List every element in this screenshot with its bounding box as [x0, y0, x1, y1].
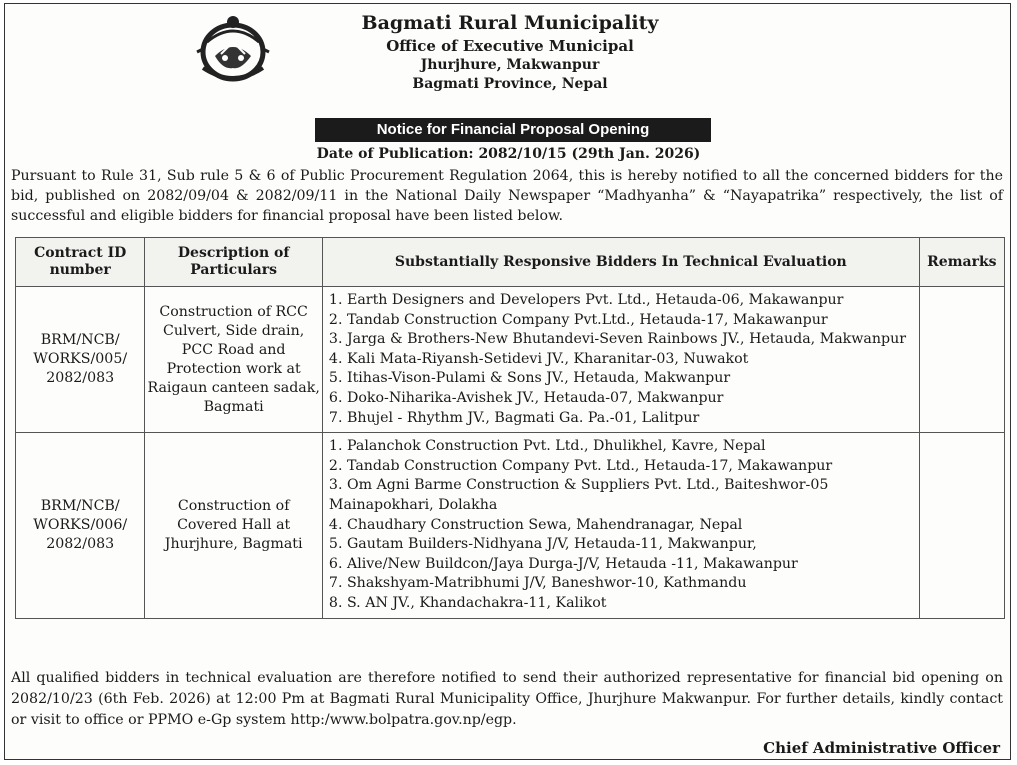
- notice-frame: [4, 3, 1011, 760]
- intro-paragraph: Pursuant to Rule 31, Sub rule 5 & 6 of Public Procurement Regulation 2064, this is hereby notified to all the concerned bidders for the bid, published on 2082/09/04 & 2082/09/11 in the National Daily Newspaper “Madhyanha” & “Nayapatrika” respectively, the list of successful and eligible bidders for financial proposal have been listed below.: [11, 168, 1003, 224]
- bidder-list: [329, 291, 913, 428]
- publication-date: Date of Publication: 2082/10/15 (29th Jan. 2026): [316, 146, 701, 162]
- list-item: 4. Kali Mata-Riyansh-Setidevi JV., Kharanitar-03, Nuwakot: [328, 350, 749, 367]
- municipality-name: Bagmati Rural Municipality: [361, 12, 659, 34]
- list-item: 8. S. AN JV., Khandachakra-11, Kalikot: [328, 594, 607, 611]
- contract-id-cell: BRM/NCB/ WORKS/006/ 2082/083: [16, 433, 145, 618]
- list-item: 7. Shakshyam-Matribhumi J/V, Baneshwor-10, Kathmandu: [328, 575, 747, 592]
- list-item: 3. Om Agni Barme Construction & Suppliers Pvt. Ltd., Baiteshwor-05 Mainapokhari, Dolakha: [328, 477, 829, 513]
- list-item: 5. Itihas-Vison-Pulami & Sons JV., Hetauda, Makwanpur: [328, 370, 731, 387]
- notice-title: Notice for Financial Proposal Opening: [315, 118, 711, 142]
- bidders-cell: [322, 287, 919, 433]
- list-item: 6. Alive/New Buildcon/Jaya Durga-J/V, Hetauda -11, Makawanpur: [328, 555, 798, 572]
- list-item: 5. Gautam Builders-Nidhyana J/V, Hetauda-11, Makwanpur,: [328, 536, 757, 553]
- bidder-list: [329, 437, 913, 613]
- list-item: 4. Chaudhary Construction Sewa, Mahendranagar, Nepal: [328, 516, 743, 533]
- list-item: 1. Earth Designers and Developers Pvt. Ltd., Hetauda-06, Makawanpur: [328, 292, 844, 308]
- header-remarks: Remarks: [919, 238, 1004, 287]
- closing-paragraph: All qualified bidders in technical evaluation are therefore notified to send their authorized representative for financial bid opening on 2082/10/23 (6th Feb. 2026) at 12:00 Pm at Bagmati Rural Municipality Office, Jhurjhure Makwanpur. For further details, kindly contact or visit to office or PPMO e-Gp system http:/www.bolpatra.gov.np/egp.: [11, 670, 1003, 728]
- list-item: 3. Jarga & Brothers-New Bhutandevi-Seven Rainbows JV., Hetauda, Makwanpur: [328, 331, 907, 348]
- office-name: Office of Executive Municipal: [386, 37, 634, 55]
- signature: Chief Administrative Officer: [763, 739, 1000, 757]
- office-location: Jhurjhure, Makwanpur: [420, 57, 600, 73]
- bidders-cell: [322, 433, 919, 618]
- office-province: Bagmati Province, Nepal: [412, 76, 608, 92]
- list-item: 6. Doko-Niharika-Avishek JV., Hetauda-07, Makwanpur: [328, 389, 724, 406]
- remarks-cell: [919, 433, 1004, 618]
- list-item: 2. Tandab Construction Company Pvt.Ltd., Hetauda-17, Makawanpur: [328, 311, 828, 328]
- bidders-table: [15, 237, 1005, 619]
- header-description: Description of Particulars: [145, 238, 323, 287]
- table-header-row: [16, 238, 1005, 287]
- nepal-government-emblem-icon: [191, 12, 275, 88]
- remarks-cell: [919, 287, 1004, 433]
- table-row: [16, 433, 1005, 618]
- list-item: 1. Palanchok Construction Pvt. Ltd., Dhulikhel, Kavre, Nepal: [328, 438, 766, 455]
- list-item: 2. Tandab Construction Company Pvt. Ltd., Hetauda-17, Makawanpur: [328, 457, 833, 474]
- description-cell: Construction of Covered Hall at Jhurjhure, Bagmati: [145, 433, 323, 618]
- contract-id-cell: BRM/NCB/ WORKS/005/ 2082/083: [16, 287, 145, 433]
- header-bidders: Substantially Responsive Bidders In Technical Evaluation: [322, 238, 919, 287]
- office-header: [265, 10, 755, 94]
- header-contract-id: Contract ID number: [16, 238, 145, 287]
- list-item: 7. Bhujel - Rhythm JV., Bagmati Ga. Pa.-01, Lalitpur: [328, 409, 700, 426]
- description-cell: Construction of RCC Culvert, Side drain, PCC Road and Protection work at Raigaun canteen sadak, Bagmati: [145, 287, 323, 433]
- table-row: [16, 287, 1005, 433]
